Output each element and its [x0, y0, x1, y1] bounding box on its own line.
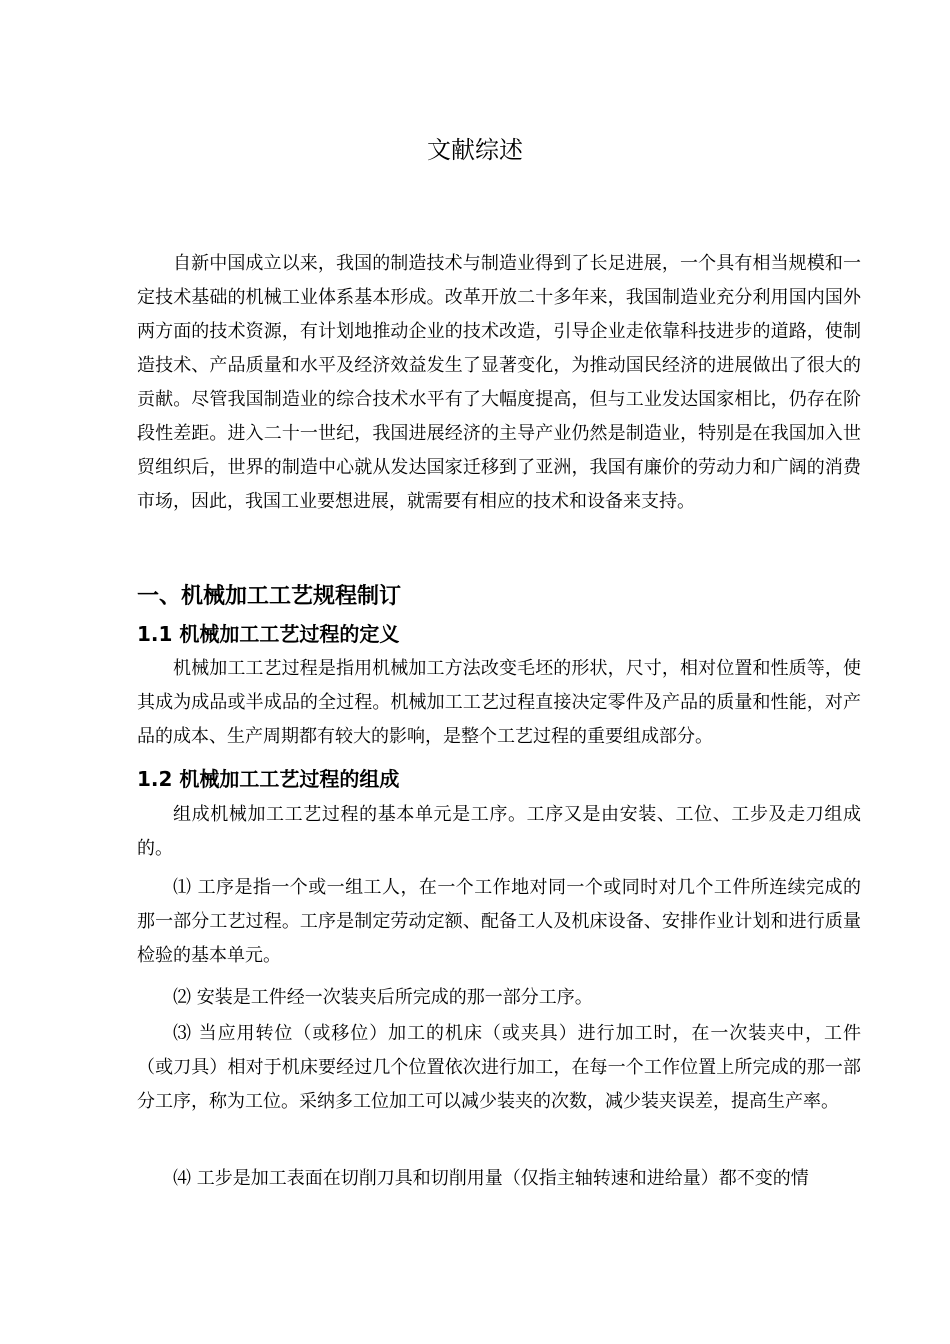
- subsection-heading-1-1: 1.1 机械加工工艺过程的定义: [137, 622, 400, 646]
- list-item-1: ⑴ 工序是指一个或一组工人，在一个工作地对同一个或同时对几个工件所连续完成的那一部分工艺过程。工序是制定劳动定额、配备工人及机床设备、安排作业计划和进行质量检验的基本单元。: [137, 877, 861, 966]
- document-title: 文献综述: [427, 136, 523, 164]
- subsection-1-1-paragraph: 机械加工工艺过程是指用机械加工方法改变毛坯的形状，尺寸，相对位置和性质等，使其成为成品或半成品的全过程。机械加工工艺过程直接决定零件及产品的质量和性能，对产品的成本、生产周期都有较大的影响，是整个工艺过程的重要组成部分。: [137, 658, 861, 747]
- intro-paragraph: 自新中国成立以来，我国的制造技术与制造业得到了长足进展，一个具有相当规模和一定技术基础的机械工业体系基本形成。改革开放二十多年来，我国制造业充分利用国内国外两方面的技术资源，有计划地推动企业的技术改造，引导企业走依靠科技进步的道路，使制造技术、产品质量和水平及经济效益发生了显著变化，为推动国民经济的进展做出了很大的贡献。尽管我国制造业的综合技术水平有了大幅度提高，但与工业发达国家相比，仍存在阶段性差距。进入二十一世纪，我国进展经济的主导产业仍然是制造业，特别是在我国加入世贸组织后，世界的制造中心就从发达国家迁移到了亚洲，我国有廉价的劳动力和广阔的消费市场，因此，我国工业要想进展，就需要有相应的技术和设备来支持。: [137, 253, 861, 512]
- subsection-heading-1-2: 1.2 机械加工工艺过程的组成: [137, 767, 400, 791]
- subsection-1-2-paragraph: 组成机械加工工艺过程的基本单元是工序。工序又是由安装、工位、工步及走刀组成的。: [137, 804, 861, 859]
- list-item-4: ⑷ 工步是加工表面在切削刀具和切削用量（仅指主轴转速和进给量）都不变的情: [173, 1168, 809, 1189]
- list-item-2: ⑵ 安装是工件经一次装夹后所完成的那一部分工序。: [173, 987, 593, 1008]
- list-item-3: ⑶ 当应用转位（或移位）加工的机床（或夹具）进行加工时，在一次装夹中，工件（或刀具）相对于机床要经过几个位置依次进行加工，在每一个工作位置上所完成的那一部分工序，称为工位。采纳多工位加工可以减少装夹的次数，减少装夹误差，提高生产率。: [137, 1023, 861, 1112]
- section-heading-1: 一、机械加工工艺规程制订: [137, 584, 402, 609]
